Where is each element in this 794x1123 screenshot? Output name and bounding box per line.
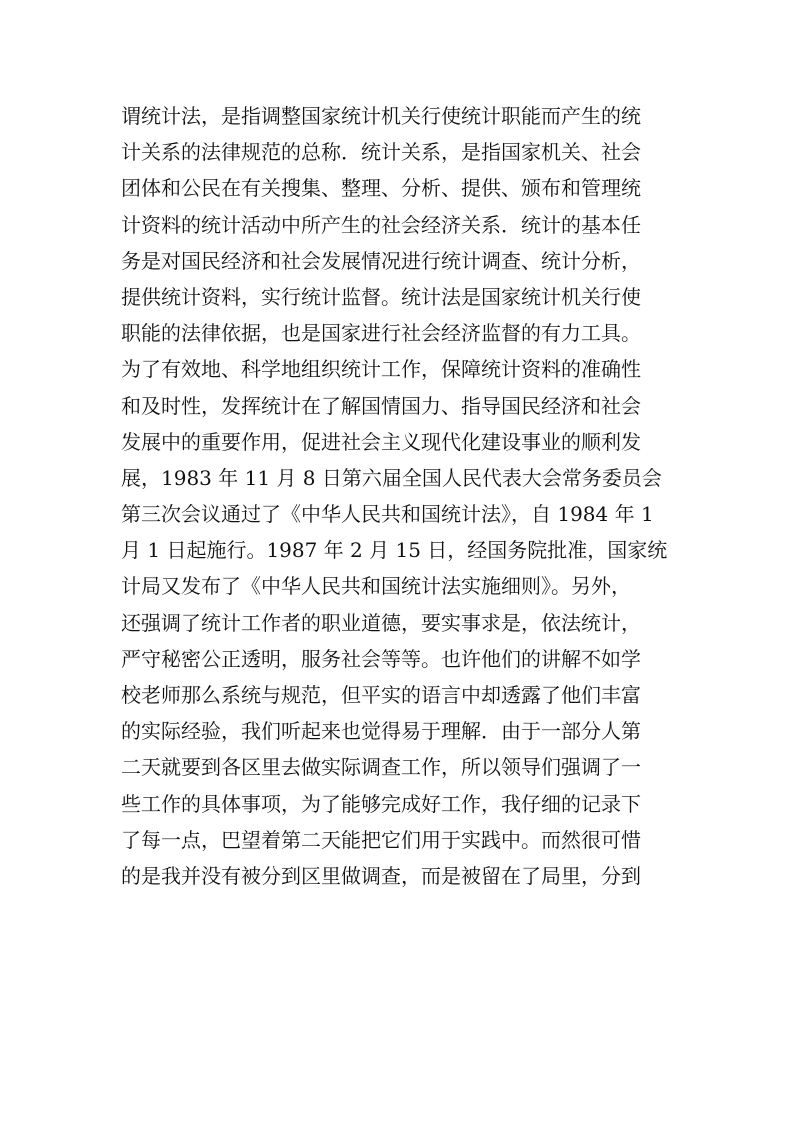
text-line: 的实际经验，我们听起来也觉得易于理解．由于一部分人第 <box>121 719 641 744</box>
text-line: 发展中的重要作用，促进社会主义现代化建设事业的顺利发 <box>121 429 641 454</box>
text-line: 的是我并没有被分到区里做调查，而是被留在了局里，分到 <box>121 863 641 888</box>
text-line: 了每一点，巴望着第二天能把它们用于实践中。而然很可惜 <box>121 827 641 852</box>
text-line: 计资料的统计活动中所产生的社会经济关系．统计的基本任 <box>121 212 641 237</box>
text-line: 计关系的法律规范的总称．统计关系，是指国家机关、社会 <box>121 140 641 165</box>
text-line: 月 1 日起施行。1987 年 2 月 15 日，经国务院批准，国家统 <box>121 538 668 563</box>
text-line: 些工作的具体事项，为了能够完成好工作，我仔细的记录下 <box>121 791 641 816</box>
text-line: 团体和公民在有关搜集、整理、分析、提供、颁布和管理统 <box>121 176 641 201</box>
text-line: 职能的法律依据，也是国家进行社会经济监督的有力工具。 <box>121 321 641 346</box>
text-line: 务是对国民经济和社会发展情况进行统计调查、统计分析， <box>121 248 641 273</box>
text-line: 计局又发布了《中华人民共和国统计法实施细则》。另外， <box>121 574 631 599</box>
text-line: 和及时性，发挥统计在了解国情国力、指导国民经济和社会 <box>121 393 641 418</box>
text-line: 二天就要到各区里去做实际调查工作，所以领导们强调了一 <box>121 755 641 780</box>
body-text <box>121 98 691 894</box>
text-line: 还强调了统计工作者的职业道德，要实事求是，依法统计， <box>121 610 641 635</box>
text-line: 谓统计法，是指调整国家统计机关行使统计职能而产生的统 <box>121 104 641 128</box>
text-line: 展，1983 年 11 月 8 日第六届全国人民代表大会常务委员会 <box>121 465 662 490</box>
text-line: 校老师那么系统与规范，但平实的语言中却透露了他们丰富 <box>121 683 641 707</box>
text-line: 严守秘密公正透明，服务社会等等。也许他们的讲解不如学 <box>121 646 641 671</box>
text-line: 为了有效地、科学地组织统计工作，保障统计资料的准确性 <box>121 357 641 382</box>
text-line: 提供统计资料，实行统计监督。统计法是国家统计机关行使 <box>121 284 641 309</box>
text-line: 第三次会议通过了《中华人民共和国统计法》，自 1984 年 1 <box>121 502 654 527</box>
